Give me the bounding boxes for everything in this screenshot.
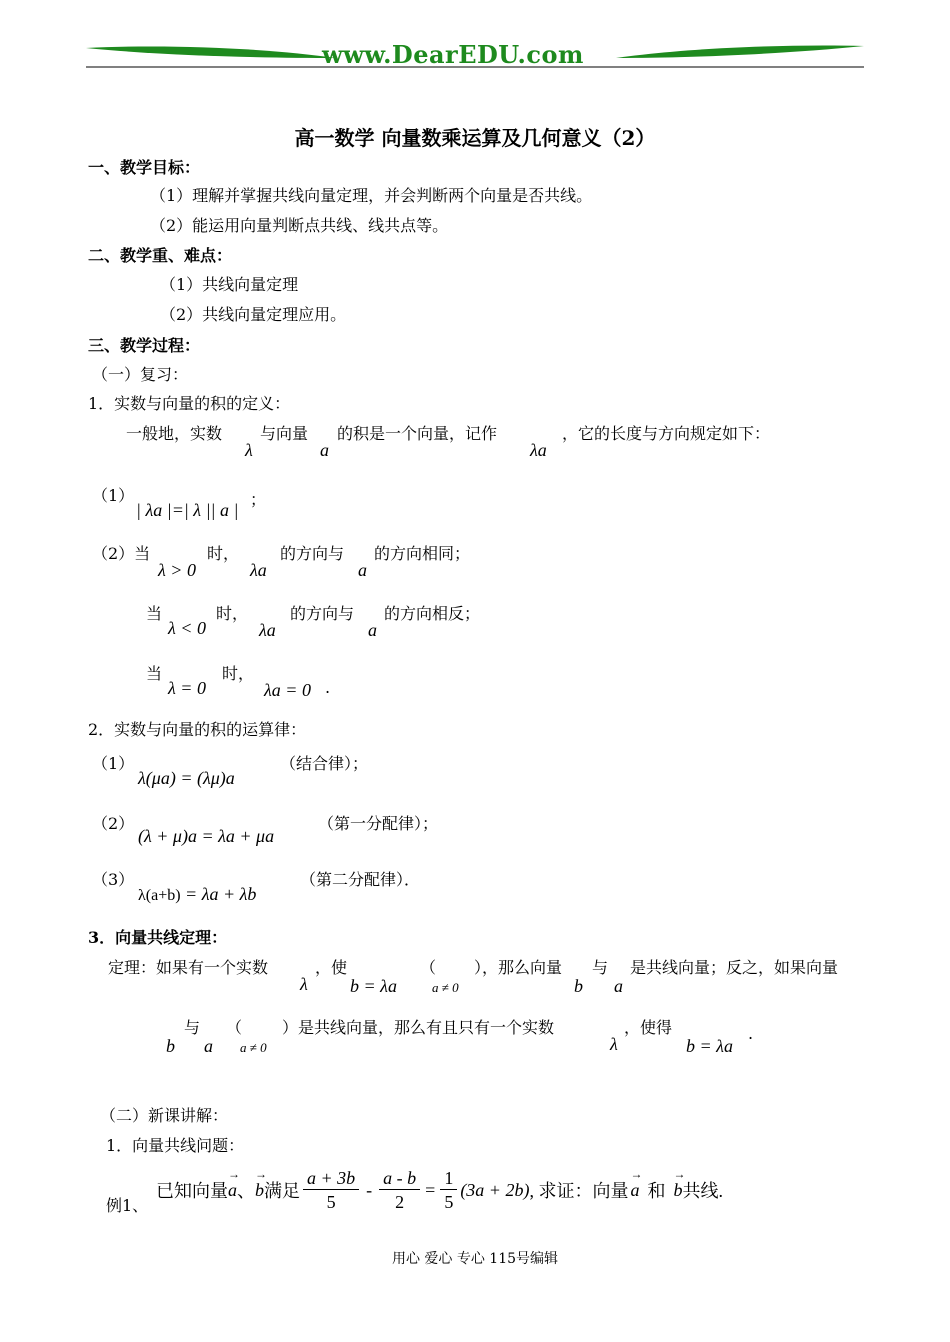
theorem-text: 与 [592, 958, 609, 977]
law-number: （1） [92, 754, 135, 773]
example-text: 和 [647, 1181, 666, 1201]
theorem-text: （ [420, 958, 437, 977]
example-label: 例1、 [106, 1196, 149, 1215]
math-rhs: (3a + 2b) [460, 1179, 530, 1200]
fraction-numerator: 1 [440, 1167, 457, 1190]
theorem-text: （ [226, 1018, 243, 1037]
text: 时， [207, 544, 240, 563]
math-associative-law: λ(μa) = (λμ)a [138, 768, 235, 788]
math-lambda: λ [300, 974, 308, 994]
punct: ； [250, 490, 267, 509]
section-heading-process: 三、教学过程： [88, 336, 201, 355]
review-point-1: 1．实数与向量的积的定义： [88, 394, 291, 413]
fraction-denominator: 5 [444, 1191, 454, 1212]
math-b-eq: b = λa [350, 976, 397, 996]
math-lambda-a: λa [250, 560, 267, 580]
theorem-text: 与 [184, 1018, 201, 1037]
text: 的方向相反； [384, 604, 481, 623]
fraction-numerator: a - b [379, 1167, 420, 1190]
example-statement [156, 1160, 723, 1220]
law-number: （3） [92, 870, 135, 889]
math-zero-formula: λa = 0 [264, 680, 311, 700]
math-a: a [368, 620, 377, 640]
def-text: 与向量 [260, 424, 309, 443]
theorem-text: 是共线向量；反之，如果向量 [630, 958, 839, 977]
new-lesson-point-1: 1．向量共线问题： [106, 1136, 245, 1155]
math-lambda: λ [610, 1034, 618, 1054]
math-vector-a: → a [228, 1180, 237, 1201]
focus-item: （1）共线向量定理 [160, 275, 299, 294]
section-heading-focus: 二、教学重、难点： [88, 246, 233, 265]
example-text: 共线. [682, 1181, 723, 1201]
math-first-distributive: (λ + μ)a = λa + μa [138, 826, 275, 846]
math-vector-b: → b [673, 1180, 682, 1201]
minus-sign: - [366, 1179, 373, 1200]
header-banner [86, 36, 864, 76]
rule-number: （1） [92, 486, 135, 505]
fraction-numerator: a + 3b [303, 1167, 359, 1190]
math-cond-positive: λ > 0 [158, 560, 196, 580]
text: 当 [146, 664, 163, 683]
def-text: 一般地，实数 [126, 424, 223, 443]
math-a: a [204, 1036, 213, 1056]
math-lambda-a: λa [530, 440, 547, 460]
equals-sign: = [425, 1179, 436, 1200]
law-note: （结合律）； [280, 754, 369, 773]
section-heading-goals: 一、教学目标： [88, 158, 201, 177]
math-part: = λa + λb [180, 884, 257, 904]
theorem-text: ），那么向量 [474, 958, 563, 977]
fraction-1 [303, 1167, 359, 1214]
law-number: （2） [92, 814, 135, 833]
math-a: a [358, 560, 367, 580]
text: 时， [216, 604, 249, 623]
page-title: 高一数学 向量数乘运算及几何意义（2） [294, 126, 656, 150]
math-cond-negative: λ < 0 [168, 618, 206, 638]
math-magnitude-formula: | λa |=| λ || a | [136, 500, 239, 520]
page-footer: 用心 爱心 专心 115号编辑 [391, 1251, 559, 1267]
focus-item: （2）共线向量定理应用。 [160, 305, 347, 324]
def-text: ，它的长度与方向规定如下： [562, 424, 771, 443]
theorem-title: 3．向量共线定理： [88, 928, 228, 947]
rule-number: （2）当 [92, 544, 151, 563]
theorem-text: 定理：如果有一个实数 [108, 958, 269, 977]
fraction-denominator: 2 [395, 1191, 405, 1212]
review-label: （一）复习： [92, 365, 189, 384]
example-text: 满足 [264, 1181, 300, 1201]
fraction-3 [440, 1167, 457, 1214]
math-a-nonzero: a ≠ 0 [432, 980, 459, 995]
def-text: 的积是一个向量，记作 [337, 424, 498, 443]
punct: . [748, 1024, 754, 1043]
theorem-text: ，使得 [624, 1018, 673, 1037]
math-b-eq: b = λa [686, 1036, 733, 1056]
text: 当 [146, 604, 163, 623]
math-a-nonzero: a ≠ 0 [240, 1040, 267, 1055]
goal-item: （1）理解并掌握共线向量定理，并会判断两个向量是否共线。 [150, 186, 593, 205]
fraction-2 [379, 1167, 420, 1214]
law-note: （第一分配律）； [318, 814, 439, 833]
fraction-denominator: 5 [326, 1191, 336, 1212]
text: 的方向与 [290, 604, 355, 623]
theorem-text: ）是共线向量，那么有且只有一个实数 [282, 1018, 555, 1037]
math-b: b [574, 976, 583, 996]
goal-item: （2）能运用向量判断点共线、线共点等。 [150, 216, 449, 235]
math-a: a [320, 440, 329, 460]
text: 时， [222, 664, 255, 683]
punct: . [325, 678, 331, 697]
math-cond-zero: λ = 0 [168, 678, 206, 698]
example-text: 、 [237, 1181, 255, 1201]
text: 的方向与 [280, 544, 345, 563]
site-logo: www.DearEDU.com [322, 40, 584, 69]
math-vector-a: → a [630, 1180, 639, 1201]
example-text: , 求证：向量 [529, 1181, 629, 1201]
example-text: 已知向量 [156, 1181, 228, 1201]
text: 的方向相同； [374, 544, 471, 563]
law-note: （第二分配律）． [300, 870, 421, 889]
theorem-text: ，使 [315, 958, 348, 977]
math-a: a [614, 976, 623, 996]
new-lesson-label: （二）新课讲解： [100, 1106, 229, 1125]
math-lambda: λ [245, 440, 253, 460]
review-point-2: 2．实数与向量的积的运算律： [88, 720, 307, 739]
math-second-distributive [138, 884, 256, 906]
math-lambda-a: λa [259, 620, 276, 640]
math-part: λ(a+b) [138, 887, 181, 904]
math-vector-b: → b [255, 1180, 264, 1201]
math-b: b [166, 1036, 175, 1056]
